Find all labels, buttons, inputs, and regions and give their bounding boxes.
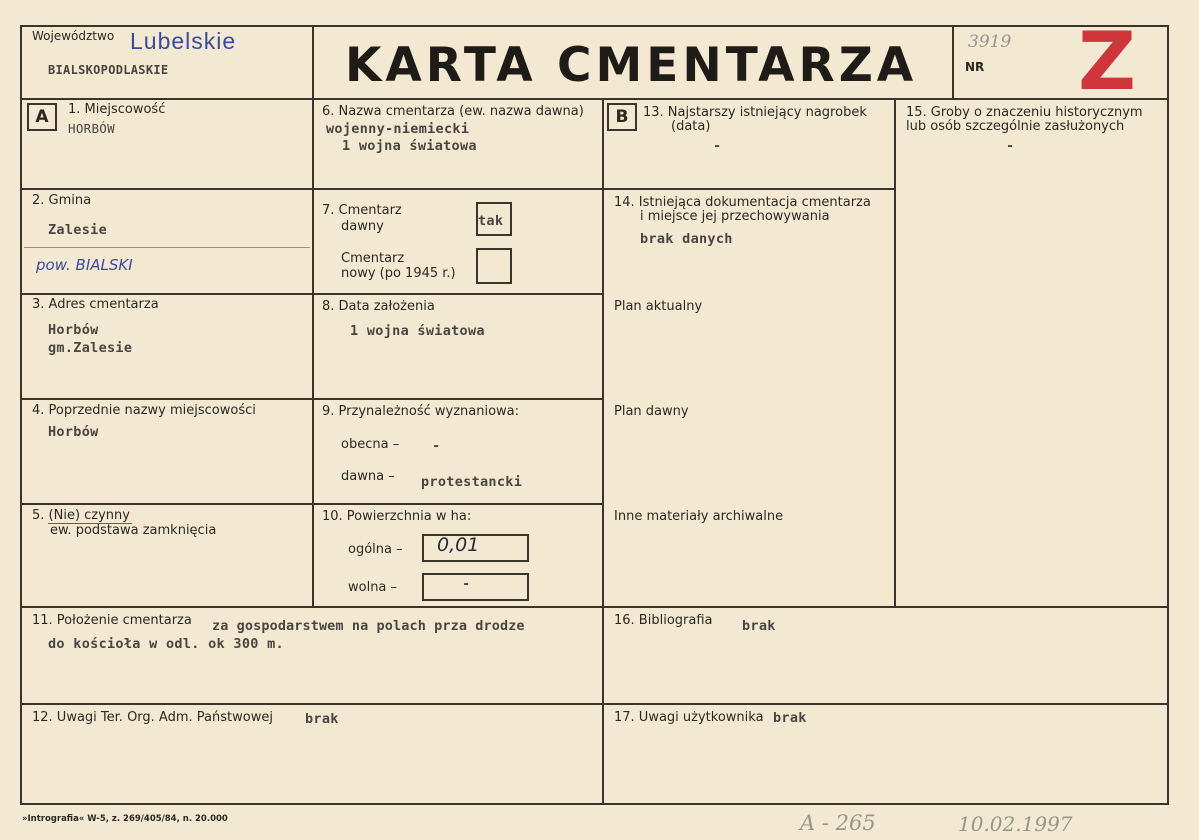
f16-label: 16. Bibliografia xyxy=(614,613,713,628)
f1-value: HORBÓW xyxy=(68,121,115,136)
f11-label: 11. Położenie cmentarza xyxy=(32,613,192,628)
f17-value: brak xyxy=(773,710,807,726)
section-b-marker: B xyxy=(607,103,637,131)
gmina-underline xyxy=(24,247,310,248)
f9-label: 9. Przynależność wyznaniowa: xyxy=(322,404,520,419)
plan-dawny-label: Plan dawny xyxy=(614,404,689,419)
f9-dawna-value: protestancki xyxy=(421,474,523,490)
section-a-marker: A xyxy=(27,103,57,131)
f4-value: Horbów xyxy=(48,424,99,440)
card-title: KARTA CMENTARZA xyxy=(345,38,918,93)
plan-aktualny-label: Plan aktualny xyxy=(614,299,703,314)
row2-line xyxy=(20,293,604,295)
f7-label-nowy-1: Cmentarz xyxy=(341,251,405,266)
border-left xyxy=(20,25,22,805)
f1-label: 1. Miejscowość xyxy=(68,102,166,117)
f14-label-line2: i miejsce jej przechowywania xyxy=(640,209,830,224)
row3-line xyxy=(20,398,604,400)
row5-line xyxy=(20,606,1169,608)
f6-line2: 1 wojna światowa xyxy=(342,138,477,154)
f15-label: 15. Groby o znaczeniu historycznym lub osób szczególnie zasłużonych xyxy=(906,105,1143,134)
f12-label: 12. Uwagi Ter. Org. Adm. Państwowej xyxy=(32,710,273,725)
f13-label-line2: (data) xyxy=(671,119,711,134)
f11-line1: za gospodarstwem na polach prza drodze xyxy=(212,618,525,634)
f2-label: 2. Gmina xyxy=(32,193,92,208)
wojewodztwo-stamp: Lubelskie xyxy=(130,28,237,54)
f10-wolna-label: wolna – xyxy=(348,580,398,595)
footer-imprint: »Intrografia« W-5, z. 269/405/84, n. 20.000 xyxy=(22,814,228,824)
f11-line2: do kościoła w odl. ok 300 m. xyxy=(48,636,284,652)
f5-label-line1: 5. (Nie) czynny xyxy=(32,508,130,523)
f8-label: 8. Data założenia xyxy=(322,299,435,314)
f9-obecna-value: - xyxy=(432,438,441,454)
f10-wolna-value: - xyxy=(462,576,471,592)
f6-line1: wojenny-niemiecki xyxy=(326,121,470,137)
f10-ogolna-value: 0,01 xyxy=(437,534,480,556)
header-bottom-line xyxy=(20,98,1169,100)
f7-label-nowy-2: nowy (po 1945 r.) xyxy=(341,266,456,281)
f14-label-line1: 14. Istniejąca dokumentacja cmentarza xyxy=(614,195,871,210)
f15-value: - xyxy=(1006,138,1015,154)
header-divider-right xyxy=(952,25,954,100)
row6-line xyxy=(20,703,1169,705)
f17-label: 17. Uwagi użytkownika xyxy=(614,710,764,725)
border-right xyxy=(1167,25,1169,805)
header-divider-left xyxy=(312,25,314,100)
f13-label-line1: 13. Najstarszy istniejący nagrobek xyxy=(643,105,867,120)
nr-value: 3919 xyxy=(968,32,1012,52)
f4-label: 4. Poprzednie nazwy miejscowości xyxy=(32,403,256,418)
f13-value: - xyxy=(713,138,722,154)
wojewodztwo-label: Województwo xyxy=(32,29,115,43)
f2-value: Zalesie xyxy=(48,222,107,238)
row4-line xyxy=(20,503,604,505)
row1-line xyxy=(20,188,604,190)
footer-pencil-ref: A - 265 xyxy=(800,811,876,835)
nr-label: NR xyxy=(965,60,985,74)
f2-pow-handwritten: pow. BIALSKI xyxy=(36,256,133,274)
col1-right xyxy=(312,98,314,608)
f7-nowy-checkbox[interactable] xyxy=(476,248,512,284)
f10-ogolna-label: ogólna – xyxy=(348,542,403,557)
f3-label: 3. Adres cmentarza xyxy=(32,297,159,312)
f3-line2: gm.Zalesie xyxy=(48,340,133,356)
f9-obecna-label: obecna – xyxy=(341,437,400,452)
f16-value: brak xyxy=(742,618,776,634)
f9-dawna-label: dawna – xyxy=(341,469,395,484)
f14-value: brak danych xyxy=(640,231,733,247)
red-mark: Z xyxy=(1078,15,1137,108)
f7-label-dawny-1: 7. Cmentarz xyxy=(322,203,402,218)
f3-line1: Horbów xyxy=(48,322,99,338)
wojewodztwo-typed: BIALSKOPODLASKIE xyxy=(48,63,169,77)
f12-value: brak xyxy=(305,711,339,727)
inne-materialy-label: Inne materiały archiwalne xyxy=(614,509,784,524)
f10-label: 10. Powierzchnia w ha: xyxy=(322,509,472,524)
f10-wolna-box[interactable] xyxy=(422,573,529,601)
f8-value: 1 wojna światowa xyxy=(350,323,485,339)
row1-line-b xyxy=(602,188,896,190)
border-bottom xyxy=(20,803,1169,805)
f7-dawny-value: tak xyxy=(478,213,504,229)
col3-right xyxy=(894,98,896,608)
f7-label-dawny-2: dawny xyxy=(341,219,384,234)
col2-right xyxy=(602,98,604,805)
footer-pencil-date: 10.02.1997 xyxy=(958,812,1073,836)
f5-label-line2: ew. podstawa zamknięcia xyxy=(50,523,217,538)
f6-label: 6. Nazwa cmentarza (ew. nazwa dawna) xyxy=(322,104,584,119)
border-top xyxy=(20,25,1169,27)
